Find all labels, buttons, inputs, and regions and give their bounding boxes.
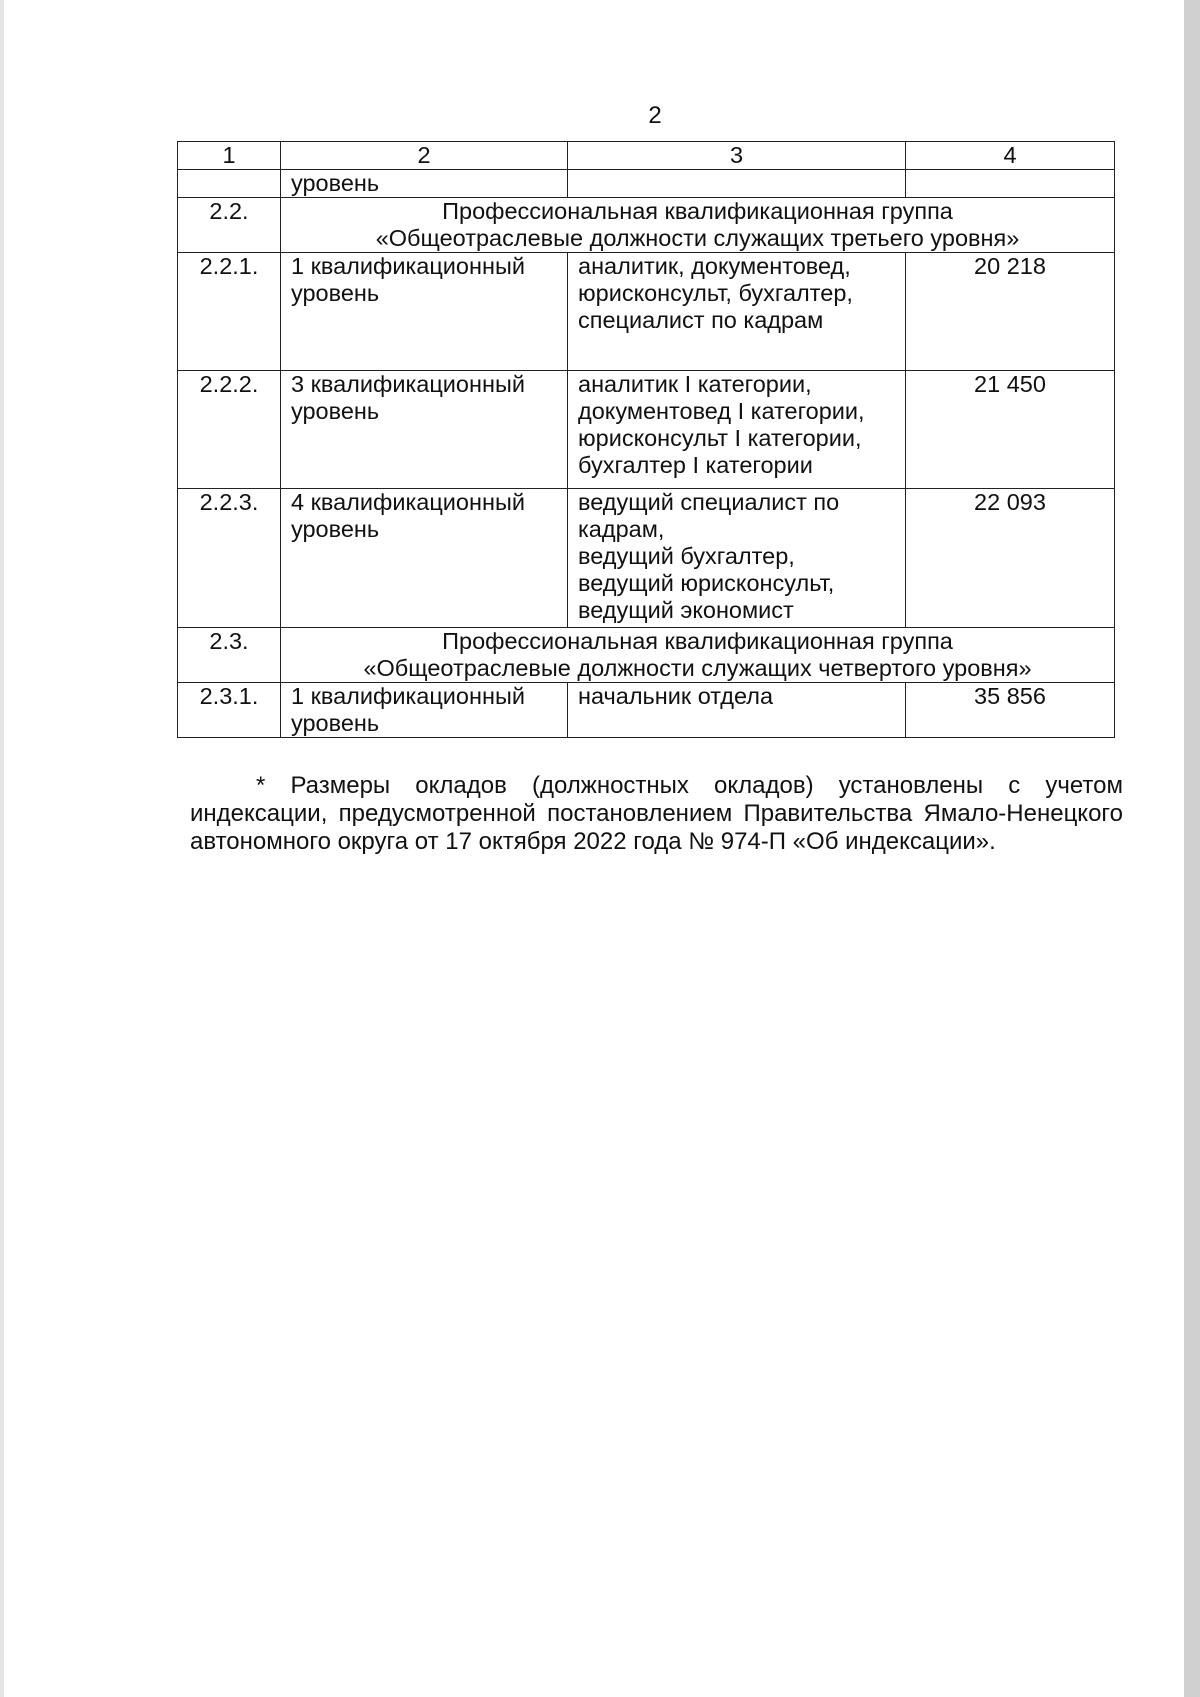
continuation-row (178, 170, 1115, 198)
group-title (281, 198, 1115, 253)
table-cell (568, 170, 906, 198)
cell-line: 1 квалификационный (291, 683, 525, 709)
table-row (178, 371, 1115, 489)
cell-line: уровень (291, 710, 380, 736)
positions-cell (568, 253, 906, 371)
row-number: 2.2.3. (178, 489, 281, 628)
cell-line: специалист по кадрам (578, 307, 824, 333)
footnote (190, 772, 1123, 856)
cell-line: юрисконсульт, бухгалтер, (578, 280, 853, 306)
table-header-row (178, 142, 1115, 170)
salary-value: 35 856 (906, 683, 1115, 738)
group-title-line: «Общеотраслевые должности служащих третьего уровня» (375, 225, 1020, 251)
table-row (178, 683, 1115, 738)
salary-value: 22 093 (906, 489, 1115, 628)
cell-line: аналитик I категории, (578, 371, 812, 397)
group-row (178, 628, 1115, 683)
table-cell: уровень (281, 170, 568, 198)
row-number: 2.2.1. (178, 253, 281, 371)
qualification-level (281, 371, 568, 489)
header-cell: 3 (568, 142, 906, 170)
positions-cell (568, 371, 906, 489)
group-number: 2.3. (178, 628, 281, 683)
table-row (178, 253, 1115, 371)
table-row (178, 489, 1115, 628)
cell-line: 3 квалификационный (291, 371, 525, 397)
qualification-level (281, 683, 568, 738)
cell-line: документовед I категории, (578, 398, 865, 424)
row-number: 2.2.2. (178, 371, 281, 489)
cell-line: кадрам, (578, 516, 665, 542)
group-title (281, 628, 1115, 683)
cell-line: ведущий экономист (578, 597, 794, 623)
qualification-level (281, 253, 568, 371)
cell-line: уровень (291, 398, 380, 424)
row-number: 2.3.1. (178, 683, 281, 738)
cell-line: уровень (291, 516, 380, 542)
header-cell: 2 (281, 142, 568, 170)
salary-table (177, 141, 1115, 738)
group-number: 2.2. (178, 198, 281, 253)
cell-line: начальник отдела (578, 683, 774, 709)
cell-line: уровень (291, 280, 380, 306)
page-right-edge (1184, 0, 1200, 1697)
cell-line: 4 квалификационный (291, 489, 525, 515)
salary-value: 20 218 (906, 253, 1115, 371)
group-title-line: «Общеотраслевые должности служащих четвертого уровня» (363, 655, 1032, 681)
page-number: 2 (648, 102, 662, 129)
positions-cell (568, 683, 906, 738)
table-cell (906, 170, 1115, 198)
page-left-edge (0, 0, 4, 1697)
footnote-text: * Размеры окладов (должностных окладов) установлены с учетом индексации, предусмотренной постановлением Правительства Ямало-Ненецкого автономного округа от 17 октября 2022 года № 974-П «Об индексации». (190, 772, 1123, 855)
cell-line: ведущий юрисконсульт, (578, 570, 835, 596)
cell-line: ведущий бухгалтер, (578, 543, 795, 569)
cell-line: 1 квалификационный (291, 253, 525, 279)
group-title-line: Профессиональная квалификационная группа (442, 628, 953, 654)
positions-cell (568, 489, 906, 628)
table-cell (178, 170, 281, 198)
header-cell: 4 (906, 142, 1115, 170)
cell-line: аналитик, документовед, (578, 253, 851, 279)
group-row (178, 198, 1115, 253)
header-cell: 1 (178, 142, 281, 170)
cell-line: ведущий специалист по (578, 489, 840, 515)
salary-value: 21 450 (906, 371, 1115, 489)
qualification-level (281, 489, 568, 628)
cell-line: бухгалтер I категории (578, 452, 813, 478)
cell-line: юрисконсульт I категории, (578, 425, 862, 451)
group-title-line: Профессиональная квалификационная группа (442, 198, 953, 224)
